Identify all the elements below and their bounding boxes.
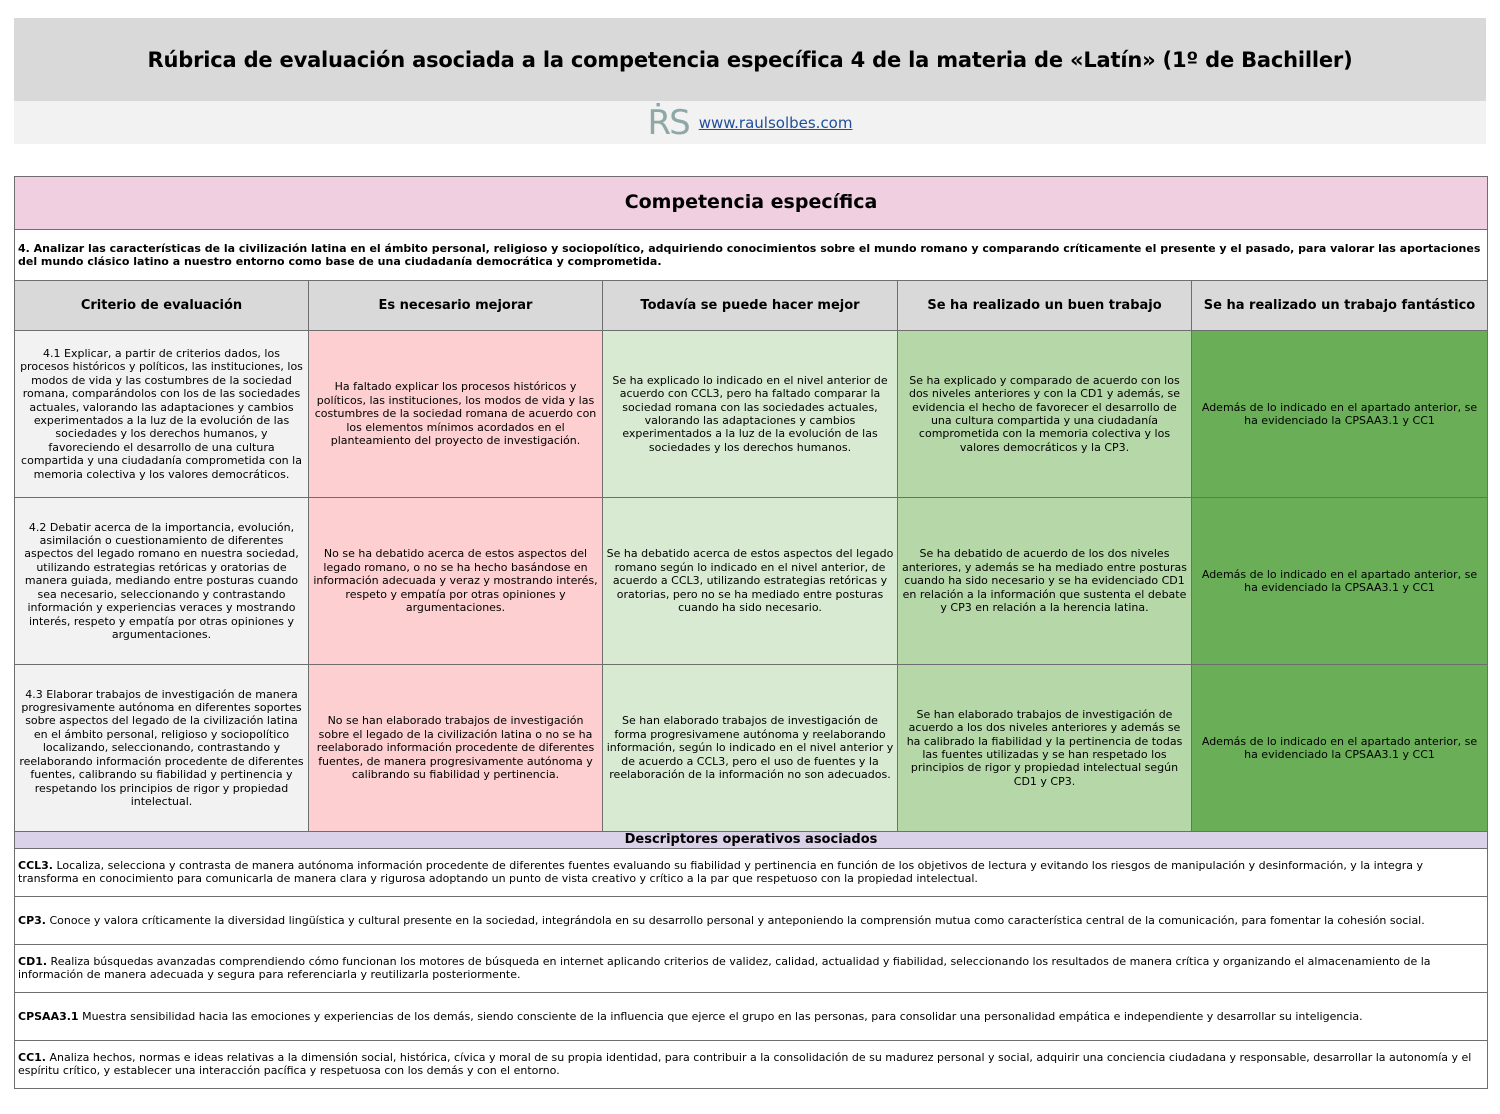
level4-cell: Además de lo indicado en el apartado anterior, se ha evidenciado la CPSAA3.1 y CC1 <box>1192 331 1488 498</box>
descriptor-text: Localiza, selecciona y contrasta de manera autónoma información procedente de diferentes fuentes evaluando su fiabilidad y pertinencia en función de los objetivos de lectura y evitando los riesgos de manipulación y desinformación, y la integra y transforma en conocimiento para comunicarla de manera clara y rigurosa adoptando un punto de vista creativo y crítico a la par que respetuoso con la propiedad intelectual. <box>18 858 1423 886</box>
descriptor-text: Analiza hechos, normas e ideas relativas a la dimensión social, histórica, cívica y moral de su propia identidad, para contribuir a la consolidación de su madurez personal y social, adquirir una conciencia ciudadana y responsable, desarrollar la autonomía y el espíritu crítico, y establecer una interacción pacífica y respetuosa con los demás y con el entorno. <box>18 1050 1472 1078</box>
rubric-table <box>14 176 1488 1089</box>
descriptor-code: CPSAA3.1 <box>18 1009 79 1023</box>
descriptor-row <box>15 848 1488 896</box>
criterion-cell: 4.3 Elaborar trabajos de investigación de manera progresivamente autónoma en diferentes soportes sobre aspectos del legado de la civilización latina en el ámbito personal, religioso y sociopolítico localizando, seleccionando, contrastando y reelaborando información procedente de diferentes fuentes, calibrando su fiabilidad y pertinencia y respetando los principios de rigor y propiedad intelectual. <box>15 665 309 832</box>
descriptor-row <box>15 896 1488 944</box>
descriptor-code: CC1. <box>18 1050 46 1064</box>
column-header-level4: Se ha realizado un trabajo fantástico <box>1192 281 1488 331</box>
criterion-cell: 4.2 Debatir acerca de la importancia, evolución, asimilación o cuestionamiento de diferentes aspectos del legado romano en nuestra sociedad, utilizando estrategias retóricas y oratorias de manera guiada, mediando entre posturas cuando sea necesario, seleccionando y contrastando información y experiencias veraces y mostrando interés, respeto y empatía por otras opiniones y argumentaciones. <box>15 498 309 665</box>
brand-bar <box>14 101 1486 144</box>
descriptors-heading: Descriptores operativos asociados <box>15 832 1488 849</box>
descriptor-code: CCL3. <box>18 858 53 872</box>
column-header-level3: Se ha realizado un buen trabajo <box>898 281 1192 331</box>
descriptor-cell <box>15 1040 1488 1088</box>
level3-cell: Se ha explicado y comparado de acuerdo con los dos niveles anteriores y con la CD1 y además, se evidencia el hecho de favorecer el desarrollo de una cultura compartida y una ciudadanía comprometida con la memoria colectiva y los valores democráticos y la CP3. <box>898 331 1192 498</box>
descriptor-text: Conoce y valora críticamente la diversidad lingüística y cultural presente en la sociedad, integrándola en su desarrollo personal y anteponiendo la comprensión mutua como característica central de la comunicación, para fomentar la cohesión social. <box>45 913 1425 927</box>
descriptor-row <box>15 1040 1488 1088</box>
descriptor-row <box>15 944 1488 992</box>
table-row <box>15 498 1488 665</box>
page-title: Rúbrica de evaluación asociada a la competencia específica 4 de la materia de «Latín» (1º de Bachiller) <box>14 18 1486 101</box>
level4-cell: Además de lo indicado en el apartado anterior, se ha evidenciado la CPSAA3.1 y CC1 <box>1192 498 1488 665</box>
level1-cell: Ha faltado explicar los procesos históricos y políticos, las instituciones, los modos de vida y las costumbres de la sociedad romana de acuerdo con los elementos mínimos acordados en el planteamiento del proyecto de investigación. <box>309 331 603 498</box>
descriptor-code: CD1. <box>18 954 48 968</box>
rs-logo: ṘS <box>647 102 689 143</box>
descriptor-text: Realiza búsquedas avanzadas comprendiendo cómo funcionan los motores de búsqueda en internet aplicando criterios de validez, calidad, actualidad y fiabilidad, seleccionando los resultados de manera crítica y organizando el almacenamiento de la información de manera adecuada y segura para referenciarla y reutilizarla posteriormente. <box>18 954 1431 982</box>
descriptor-code: CP3. <box>18 913 46 927</box>
column-header-level2: Todavía se puede hacer mejor <box>603 281 898 331</box>
level4-cell: Además de lo indicado en el apartado anterior, se ha evidenciado la CPSAA3.1 y CC1 <box>1192 665 1488 832</box>
level2-cell: Se ha debatido acerca de estos aspectos del legado romano según lo indicado en el nivel anterior, de acuerdo a CCL3, utilizando estrategias retóricas y oratorias, pero no se ha mediado entre posturas cuando ha sido necesario. <box>603 498 898 665</box>
level2-cell: Se han elaborado trabajos de investigación de forma progresivamene autónoma y reelaborando información, según lo indicado en el nivel anterior y de acuerdo a CCL3, pero el uso de fuentes y la reelaboración de la información no son adecuados. <box>603 665 898 832</box>
descriptor-text: Muestra sensibilidad hacia las emociones y experiencias de los demás, siendo consciente de la influencia que ejerce el grupo en las personas, para consolidar una personalidad empática e independiente y desarrollar su inteligencia. <box>78 1009 1363 1023</box>
level3-cell: Se ha debatido de acuerdo de los dos niveles anteriores, y además se ha mediado entre posturas cuando ha sido necesario y se ha evidenciado CD1 en relación a la información que sustenta el debate y CP3 en relación a la herencia latina. <box>898 498 1192 665</box>
column-header-level1: Es necesario mejorar <box>309 281 603 331</box>
column-header-criterion: Criterio de evaluación <box>15 281 309 331</box>
descriptor-cell <box>15 992 1488 1040</box>
descriptor-row <box>15 992 1488 1040</box>
level3-cell: Se han elaborado trabajos de investigación de acuerdo a los dos niveles anteriores y además se ha calibrado la fiabilidad y la pertinencia de todas las fuentes utilizadas y se han respetado los principios de rigor y propiedad intelectual según CD1 y CP3. <box>898 665 1192 832</box>
descriptor-cell <box>15 944 1488 992</box>
table-row <box>15 331 1488 498</box>
competence-text: 4. Analizar las características de la civilización latina en el ámbito personal, religioso y sociopolítico, adquiriendo conocimientos sobre el mundo romano y comparando críticamente el presente y el pasado, para valorar las aportaciones del mundo clásico latino a nuestro entorno como base de una ciudadanía democrática y comprometida. <box>15 230 1488 281</box>
competence-heading: Competencia específica <box>15 177 1488 230</box>
level1-cell: No se han elaborado trabajos de investigación sobre el legado de la civilización latina o no se ha reelaborado información procedente de diferentes fuentes, de manera progresivamente autónoma y calibrando su fiabilidad y pertinencia. <box>309 665 603 832</box>
descriptor-cell <box>15 896 1488 944</box>
criterion-cell: 4.1 Explicar, a partir de criterios dados, los procesos históricos y políticos, las instituciones, los modos de vida y las costumbres de la sociedad romana, comparándolos con los de las sociedades actuales, valorando las adaptaciones y cambios experimentados a la luz de la evolución de las sociedades y los derechos humanos, y favoreciendo el desarrollo de una cultura compartida y una ciudadanía comprometida con la memoria colectiva y los valores democráticos. <box>15 331 309 498</box>
level2-cell: Se ha explicado lo indicado en el nivel anterior de acuerdo con CCL3, pero ha faltado comparar la sociedad romana con las sociedades actuales, valorando las adaptaciones y cambios experimentados a la luz de la evolución de las sociedades y los derechos humanos. <box>603 331 898 498</box>
level1-cell: No se ha debatido acerca de estos aspectos del legado romano, o no se ha hecho basándose en información adecuada y veraz y mostrando interés, respeto y empatía por otras opiniones y argumentaciones. <box>309 498 603 665</box>
descriptor-cell <box>15 848 1488 896</box>
table-row <box>15 665 1488 832</box>
website-link[interactable]: www.raulsolbes.com <box>698 113 853 132</box>
